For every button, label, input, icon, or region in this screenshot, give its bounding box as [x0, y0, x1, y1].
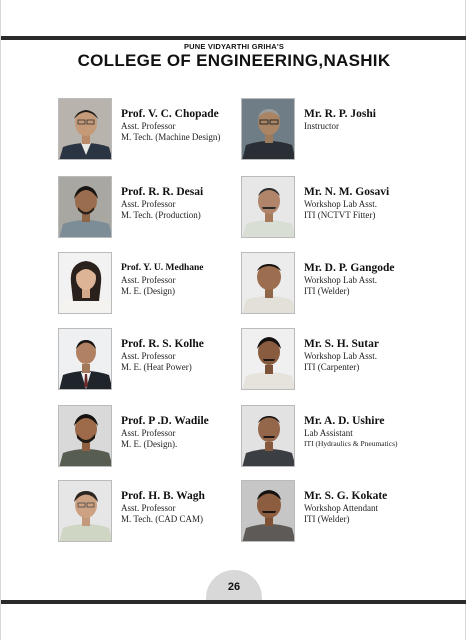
staff-qualification: M. Tech. (CAD CAM): [121, 513, 203, 524]
page-title: COLLEGE OF ENGINEERING,NASHIK: [77, 51, 391, 70]
staff-photo: [58, 328, 112, 390]
staff-name: Mr. N. M. Gosavi: [304, 186, 390, 198]
staff-designation: Workshop Lab Asst.: [304, 199, 378, 209]
staff-designation: Workshop Attendant: [304, 503, 379, 513]
staff-photo: [58, 252, 112, 314]
staff-photo: [58, 176, 112, 238]
staff-photo: [58, 405, 112, 467]
staff-name: Prof. P .D. Wadile: [121, 415, 209, 427]
page-number-tab: [206, 570, 262, 600]
staff-qualification: ITI (Carpenter): [304, 361, 360, 372]
staff-designation: Asst. Professor: [121, 503, 176, 513]
staff-qualification: M. E. (Heat Power): [121, 361, 192, 372]
staff-name: Mr. D. P. Gangode: [304, 262, 395, 274]
staff-photo: [241, 176, 295, 238]
staff-designation: Asst. Professor: [121, 428, 176, 438]
staff-qualification: M. E. (Design).: [121, 438, 178, 449]
staff-designation: Workshop Lab Asst.: [304, 351, 378, 361]
staff-qualification: M. Tech. (Machine Design): [121, 131, 221, 142]
staff-qualification: ITI (Welder): [304, 285, 350, 296]
staff-qualification: M. E. (Design): [121, 285, 175, 296]
staff-name: Prof. Y. U. Medhane: [121, 263, 204, 273]
staff-name: Prof. H. B. Wagh: [121, 490, 205, 502]
staff-designation: Asst. Professor: [121, 199, 176, 209]
staff-qualification: ITI (NCTVT Fitter): [304, 209, 376, 220]
staff-photo: [58, 480, 112, 542]
header-subtitle: PUNE VIDYARTHI GRIHA'S: [183, 42, 285, 51]
footer-rule: [1, 600, 466, 604]
staff-designation: Asst. Professor: [121, 121, 176, 131]
staff-name: Prof. V. C. Chopade: [121, 108, 219, 120]
staff-name: Prof. R. R. Desai: [121, 186, 204, 198]
staff-name: Mr. S. H. Sutar: [304, 338, 379, 350]
staff-designation: Asst. Professor: [121, 351, 176, 361]
staff-photo: [241, 98, 295, 160]
staff-photo: [58, 98, 112, 160]
staff-qualification: ITI (Welder): [304, 513, 350, 524]
header: [1, 40, 466, 72]
staff-designation: Workshop Lab Asst.: [304, 275, 378, 285]
staff-qualification: M. Tech. (Production): [121, 209, 201, 220]
page-number: 26: [227, 581, 241, 593]
staff-name: Mr. A. D. Ushire: [304, 415, 385, 427]
staff-designation: Lab Assistant: [304, 428, 353, 438]
staff-photo: [241, 328, 295, 390]
staff-name: Mr. R. P. Joshi: [304, 108, 376, 120]
staff-designation: Asst. Professor: [121, 275, 176, 285]
staff-photo: [241, 405, 295, 467]
staff-designation: Instructor: [304, 121, 339, 131]
staff-name: Prof. R. S. Kolhe: [121, 338, 204, 350]
staff-photo: [241, 480, 295, 542]
staff-photo: [241, 252, 295, 314]
staff-name: Mr. S. G. Kokate: [304, 490, 388, 502]
staff-qualification: ITI (Hydraulics & Pneumatics): [304, 438, 398, 448]
